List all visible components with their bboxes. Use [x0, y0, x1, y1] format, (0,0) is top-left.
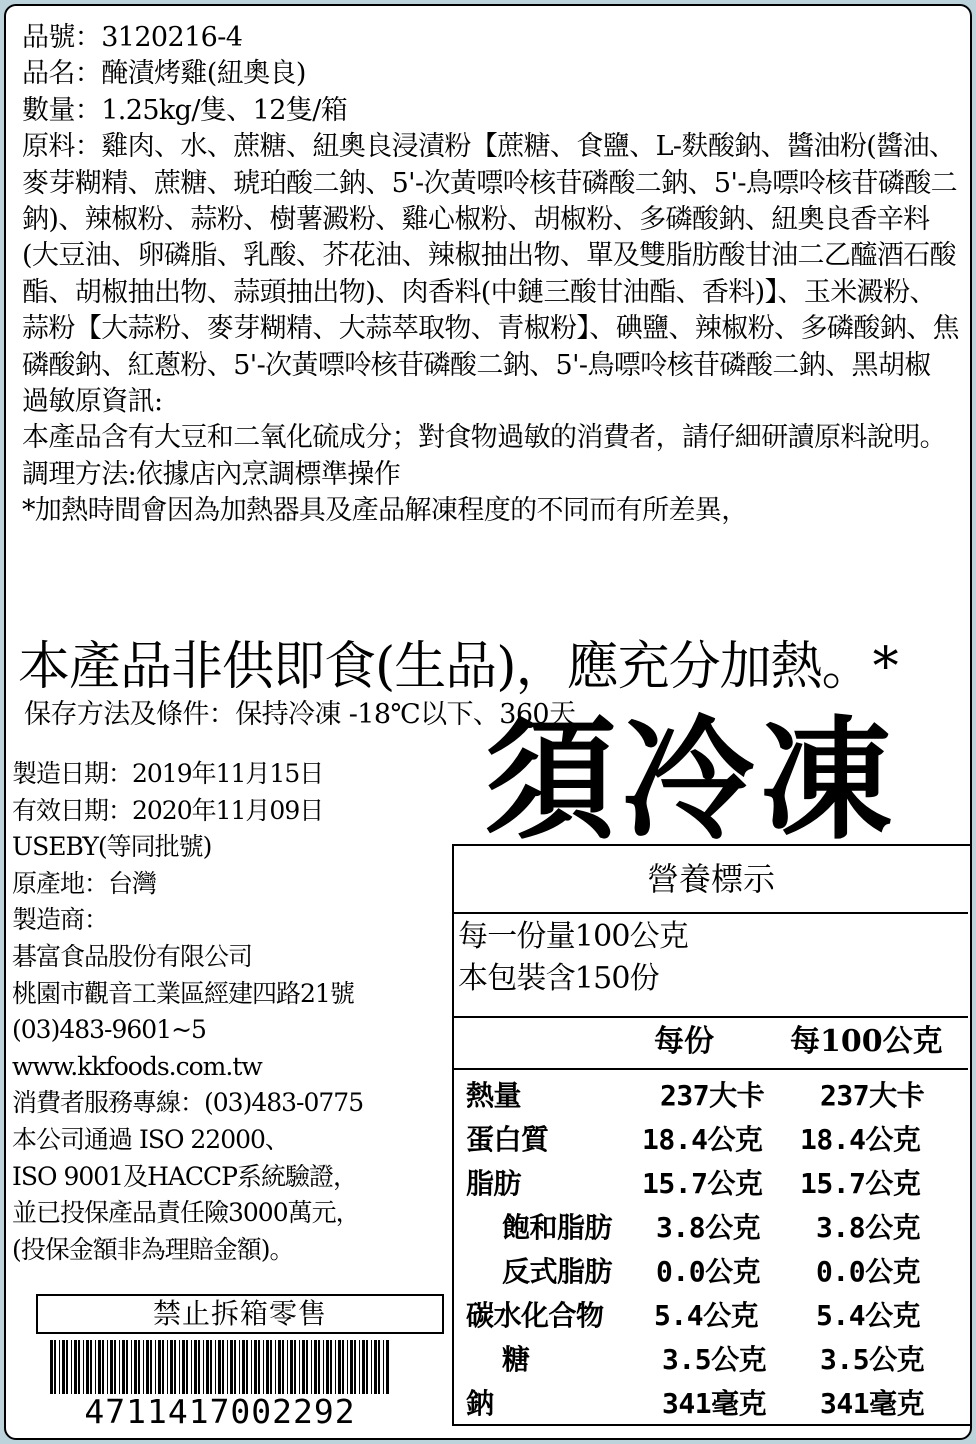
- col-per-100g: 每100公克: [790, 1024, 943, 1059]
- product-code: 品號：3120216-4: [22, 22, 243, 53]
- barcode-bar: [258, 1340, 260, 1394]
- barcode-bar: [294, 1340, 296, 1394]
- barcode-number: 4711417002292: [84, 1392, 356, 1431]
- nutrient-name: 碳水化合物: [466, 1299, 604, 1332]
- barcode-bar: [299, 1340, 300, 1394]
- barcode-bar: [239, 1340, 240, 1394]
- nutrient-row: [454, 1338, 968, 1382]
- barcode-bar: [275, 1340, 276, 1394]
- barcode-bar: [246, 1340, 248, 1394]
- barcode-bar: [119, 1340, 120, 1394]
- manufacturer-name: 碁富食品股份有限公司: [12, 941, 253, 971]
- barcode-bar: [167, 1340, 168, 1394]
- barcode-bar: [278, 1340, 281, 1394]
- nutrient-per-100g: 341毫克: [820, 1387, 925, 1420]
- barcode-bar: [59, 1340, 60, 1394]
- barcode-bar: [162, 1340, 164, 1394]
- nutrient-name: 糖: [502, 1343, 530, 1376]
- product-label: [4, 4, 972, 1440]
- barcode-bar: [71, 1340, 72, 1394]
- product-details: [22, 20, 962, 530]
- serving-size: 每一份量100公克: [458, 919, 689, 954]
- barcode-bar: [191, 1340, 192, 1394]
- nutrient-name: 反式脂肪: [502, 1255, 613, 1288]
- barcode-bar: [107, 1340, 108, 1394]
- barcode-bar: [150, 1340, 152, 1394]
- barcode-bar: [347, 1340, 348, 1394]
- nutrient-per-serving: 3.5公克: [662, 1343, 767, 1376]
- barcode-bar: [170, 1340, 173, 1394]
- nutrient-name: 飽和脂肪: [502, 1211, 613, 1244]
- servings-per-package: 本包裝含150份: [458, 961, 659, 996]
- barcode-bar: [186, 1340, 188, 1394]
- barcode-bar: [263, 1340, 264, 1394]
- barcode-bar: [114, 1340, 116, 1394]
- barcode-bar: [383, 1340, 384, 1394]
- useby-note: USEBY(等同批號): [12, 832, 212, 862]
- cooking-method: 調理方法:依據店內烹調標準操作: [22, 458, 401, 490]
- nutrient-name: 蛋白質: [466, 1123, 549, 1156]
- barcode-bar: [287, 1340, 288, 1394]
- barcode-bar: [306, 1340, 308, 1394]
- barcode-bar: [198, 1340, 200, 1394]
- barcode-bar: [290, 1340, 293, 1394]
- barcode-bar: [122, 1340, 125, 1394]
- barcode-bar: [234, 1340, 236, 1394]
- barcode-bar: [54, 1340, 56, 1394]
- nutrition-facts-table: [452, 844, 972, 1426]
- nutrient-per-100g: 237大卡: [820, 1079, 925, 1112]
- nutrient-row: [454, 1382, 968, 1426]
- nutrition-divider: [454, 1016, 968, 1018]
- website: www.kkfoods.com.tw: [12, 1051, 262, 1081]
- barcode-bar: [182, 1340, 185, 1394]
- barcode-bar: [83, 1340, 84, 1394]
- barcode-bar: [90, 1340, 92, 1394]
- barcode-bar: [143, 1340, 144, 1394]
- barcode-bar: [366, 1340, 368, 1394]
- allergen-title: 過敏原資訊:: [22, 386, 163, 418]
- barcode-bar: [302, 1340, 305, 1394]
- certification-1: 本公司通過 ISO 22000、: [12, 1124, 289, 1154]
- barcode-bar: [138, 1340, 140, 1394]
- barcode-bar: [194, 1340, 197, 1394]
- barcode-bar: [338, 1340, 341, 1394]
- col-per-serving: 每份: [654, 1024, 714, 1059]
- barcode-bar: [251, 1340, 252, 1394]
- nutrient-row: [454, 1118, 968, 1162]
- barcode: [48, 1340, 392, 1394]
- barcode-bar: [311, 1340, 312, 1394]
- barcode-bar: [323, 1340, 324, 1394]
- barcode-bar: [330, 1340, 332, 1394]
- barcode-bar: [242, 1340, 245, 1394]
- barcode-bar: [359, 1340, 360, 1394]
- barcode-bar: [179, 1340, 180, 1394]
- nutrient-per-100g: 0.0公克: [816, 1255, 921, 1288]
- nutrient-name: 脂肪: [466, 1167, 522, 1200]
- barcode-bar: [50, 1340, 53, 1394]
- barcode-bar: [222, 1340, 224, 1394]
- barcode-bar: [342, 1340, 344, 1394]
- barcode-bar: [386, 1340, 389, 1394]
- barcode-bar: [131, 1340, 132, 1394]
- storage-conditions: 保存方法及條件：保持冷凍 -18℃以下、360天: [24, 699, 576, 730]
- manufacturer-label: 製造商：: [12, 905, 109, 935]
- barcode-bar: [318, 1340, 320, 1394]
- barcode-bar: [158, 1340, 161, 1394]
- barcode-bar: [354, 1340, 356, 1394]
- certification-2: ISO 9001及HACCP系統驗證，: [12, 1161, 358, 1191]
- serving-info: [458, 916, 688, 1000]
- barcode-bar: [174, 1340, 176, 1394]
- barcode-bar: [254, 1340, 257, 1394]
- nutrition-title: 營養標示: [454, 846, 968, 914]
- barcode-bar: [62, 1340, 65, 1394]
- barcode-bar: [362, 1340, 365, 1394]
- manufacturer-address: 桃園市觀音工業區經建四路21號: [12, 978, 354, 1008]
- origin: 原產地：台灣: [12, 868, 157, 898]
- barcode-bar: [270, 1340, 272, 1394]
- phone: (03)483-9601~5: [12, 1015, 206, 1045]
- nutrient-per-100g: 5.4公克: [816, 1299, 921, 1332]
- barcode-bar: [335, 1340, 336, 1394]
- barcode-bar: [146, 1340, 149, 1394]
- product-name: 品名：醃漬烤雞(紐奧良): [22, 58, 306, 90]
- nutrient-name: 熱量: [466, 1079, 522, 1112]
- nutrient-per-serving: 0.0公克: [656, 1255, 761, 1288]
- barcode-bar: [95, 1340, 96, 1394]
- barcode-bar: [227, 1340, 228, 1394]
- barcode-bar: [210, 1340, 212, 1394]
- barcode-bar: [282, 1340, 284, 1394]
- nutrient-per-serving: 237大卡: [660, 1079, 765, 1112]
- service-hotline: 消費者服務專線：(03)483-0775: [12, 1088, 364, 1118]
- barcode-bar: [66, 1340, 68, 1394]
- barcode-bar: [78, 1340, 80, 1394]
- nutrient-row: [454, 1162, 968, 1206]
- barcode-bar: [102, 1340, 104, 1394]
- barcode-bar: [314, 1340, 317, 1394]
- barcode-bar: [350, 1340, 353, 1394]
- barcode-bar: [326, 1340, 329, 1394]
- barcode-bar: [203, 1340, 204, 1394]
- barcode-bar: [266, 1340, 269, 1394]
- nutrient-row: [454, 1206, 968, 1250]
- nutrient-row: [454, 1250, 968, 1294]
- barcode-bar: [230, 1340, 233, 1394]
- barcode-bar: [206, 1340, 209, 1394]
- barcode-bars: [48, 1340, 392, 1394]
- barcode-bar: [374, 1340, 377, 1394]
- nutrient-row: [454, 1294, 968, 1338]
- barcode-bar: [218, 1340, 221, 1394]
- barcode-bar: [155, 1340, 156, 1394]
- manufacture-date: 製造日期：2019年11月15日: [12, 759, 324, 788]
- barcode-bar: [215, 1340, 216, 1394]
- barcode-bar: [110, 1340, 113, 1394]
- heating-note: *加熱時間會因為加熱器具及產品解凍程度的不同而有所差異，: [22, 495, 748, 527]
- nutrient-per-serving: 341毫克: [662, 1387, 767, 1420]
- keep-frozen-heading: 須冷凍: [484, 703, 898, 858]
- barcode-bar: [134, 1340, 137, 1394]
- expiry-date: 有效日期：2020年11月09日: [12, 795, 324, 825]
- nutrient-per-serving: 5.4公克: [654, 1299, 759, 1332]
- no-split-retail-box: 禁止拆箱零售: [36, 1294, 444, 1334]
- ingredients: 原料：雞肉、水、蔗糖、紐奧良浸漬粉【蔗糖、食鹽、L-麩酸鈉、醬油粉(醬油、麥芽糊精、蔗糖、琥珀酸二鈉、5'-次黃嘌呤核苷磷酸二鈉、5'-鳥嘌呤核苷磷酸二鈉)、辣椒粉、蒜粉、樹薯澱粉、雞心椒粉、胡椒粉、多磷酸鈉、紐奧良香辛料(大豆油、卵磷脂、乳酸、芥花油、辣椒抽出物、單及雙脂肪酸甘油二乙醯酒石酸酯、胡椒抽出物、蒜頭抽出物)、肉香料(中鏈三酸甘油酯、香料)】、玉米澱粉、蒜粉【大蒜粉、麥芽糊精、大蒜萃取物、青椒粉】、碘鹽、辣椒粉、多磷酸鈉、焦磷酸鈉、紅蔥粉、5'-次黃嘌呤核苷磷酸二鈉、5'-鳥嘌呤核苷磷酸二鈉、黑胡椒: [22, 131, 959, 381]
- barcode-bar: [86, 1340, 89, 1394]
- insurance-note: (投保金額非為理賠金額)。: [12, 1234, 294, 1264]
- nutrient-per-100g: 15.7公克: [800, 1167, 921, 1200]
- nutrient-name: 鈉: [466, 1387, 494, 1420]
- nutrient-per-serving: 3.8公克: [656, 1211, 761, 1244]
- barcode-bar: [126, 1340, 128, 1394]
- nutrient-per-serving: 18.4公克: [642, 1123, 763, 1156]
- nutrient-per-100g: 18.4公克: [800, 1123, 921, 1156]
- nutrient-per-100g: 3.8公克: [816, 1211, 921, 1244]
- manufacturer-info: [12, 756, 448, 1268]
- barcode-bar: [74, 1340, 77, 1394]
- barcode-bar: [371, 1340, 372, 1394]
- quantity: 數量：1.25kg/隻、12隻/箱: [22, 94, 348, 126]
- nutrient-row: [454, 1074, 968, 1118]
- nutrition-header-divider: [454, 1068, 968, 1070]
- barcode-bar: [98, 1340, 101, 1394]
- insurance: 並已投保產品責任險3000萬元，: [12, 1198, 360, 1228]
- barcode-bar: [378, 1340, 380, 1394]
- not-ready-to-eat-warning: 本產品非供即食(生品)，應充分加熱。*: [18, 637, 898, 697]
- nutrient-per-serving: 15.7公克: [642, 1167, 763, 1200]
- nutrient-per-100g: 3.5公克: [820, 1343, 925, 1376]
- allergen-text: 本產品含有大豆和二氧化硫成分；對食物過敏的消費者，請仔細研讀原料說明。: [22, 422, 946, 454]
